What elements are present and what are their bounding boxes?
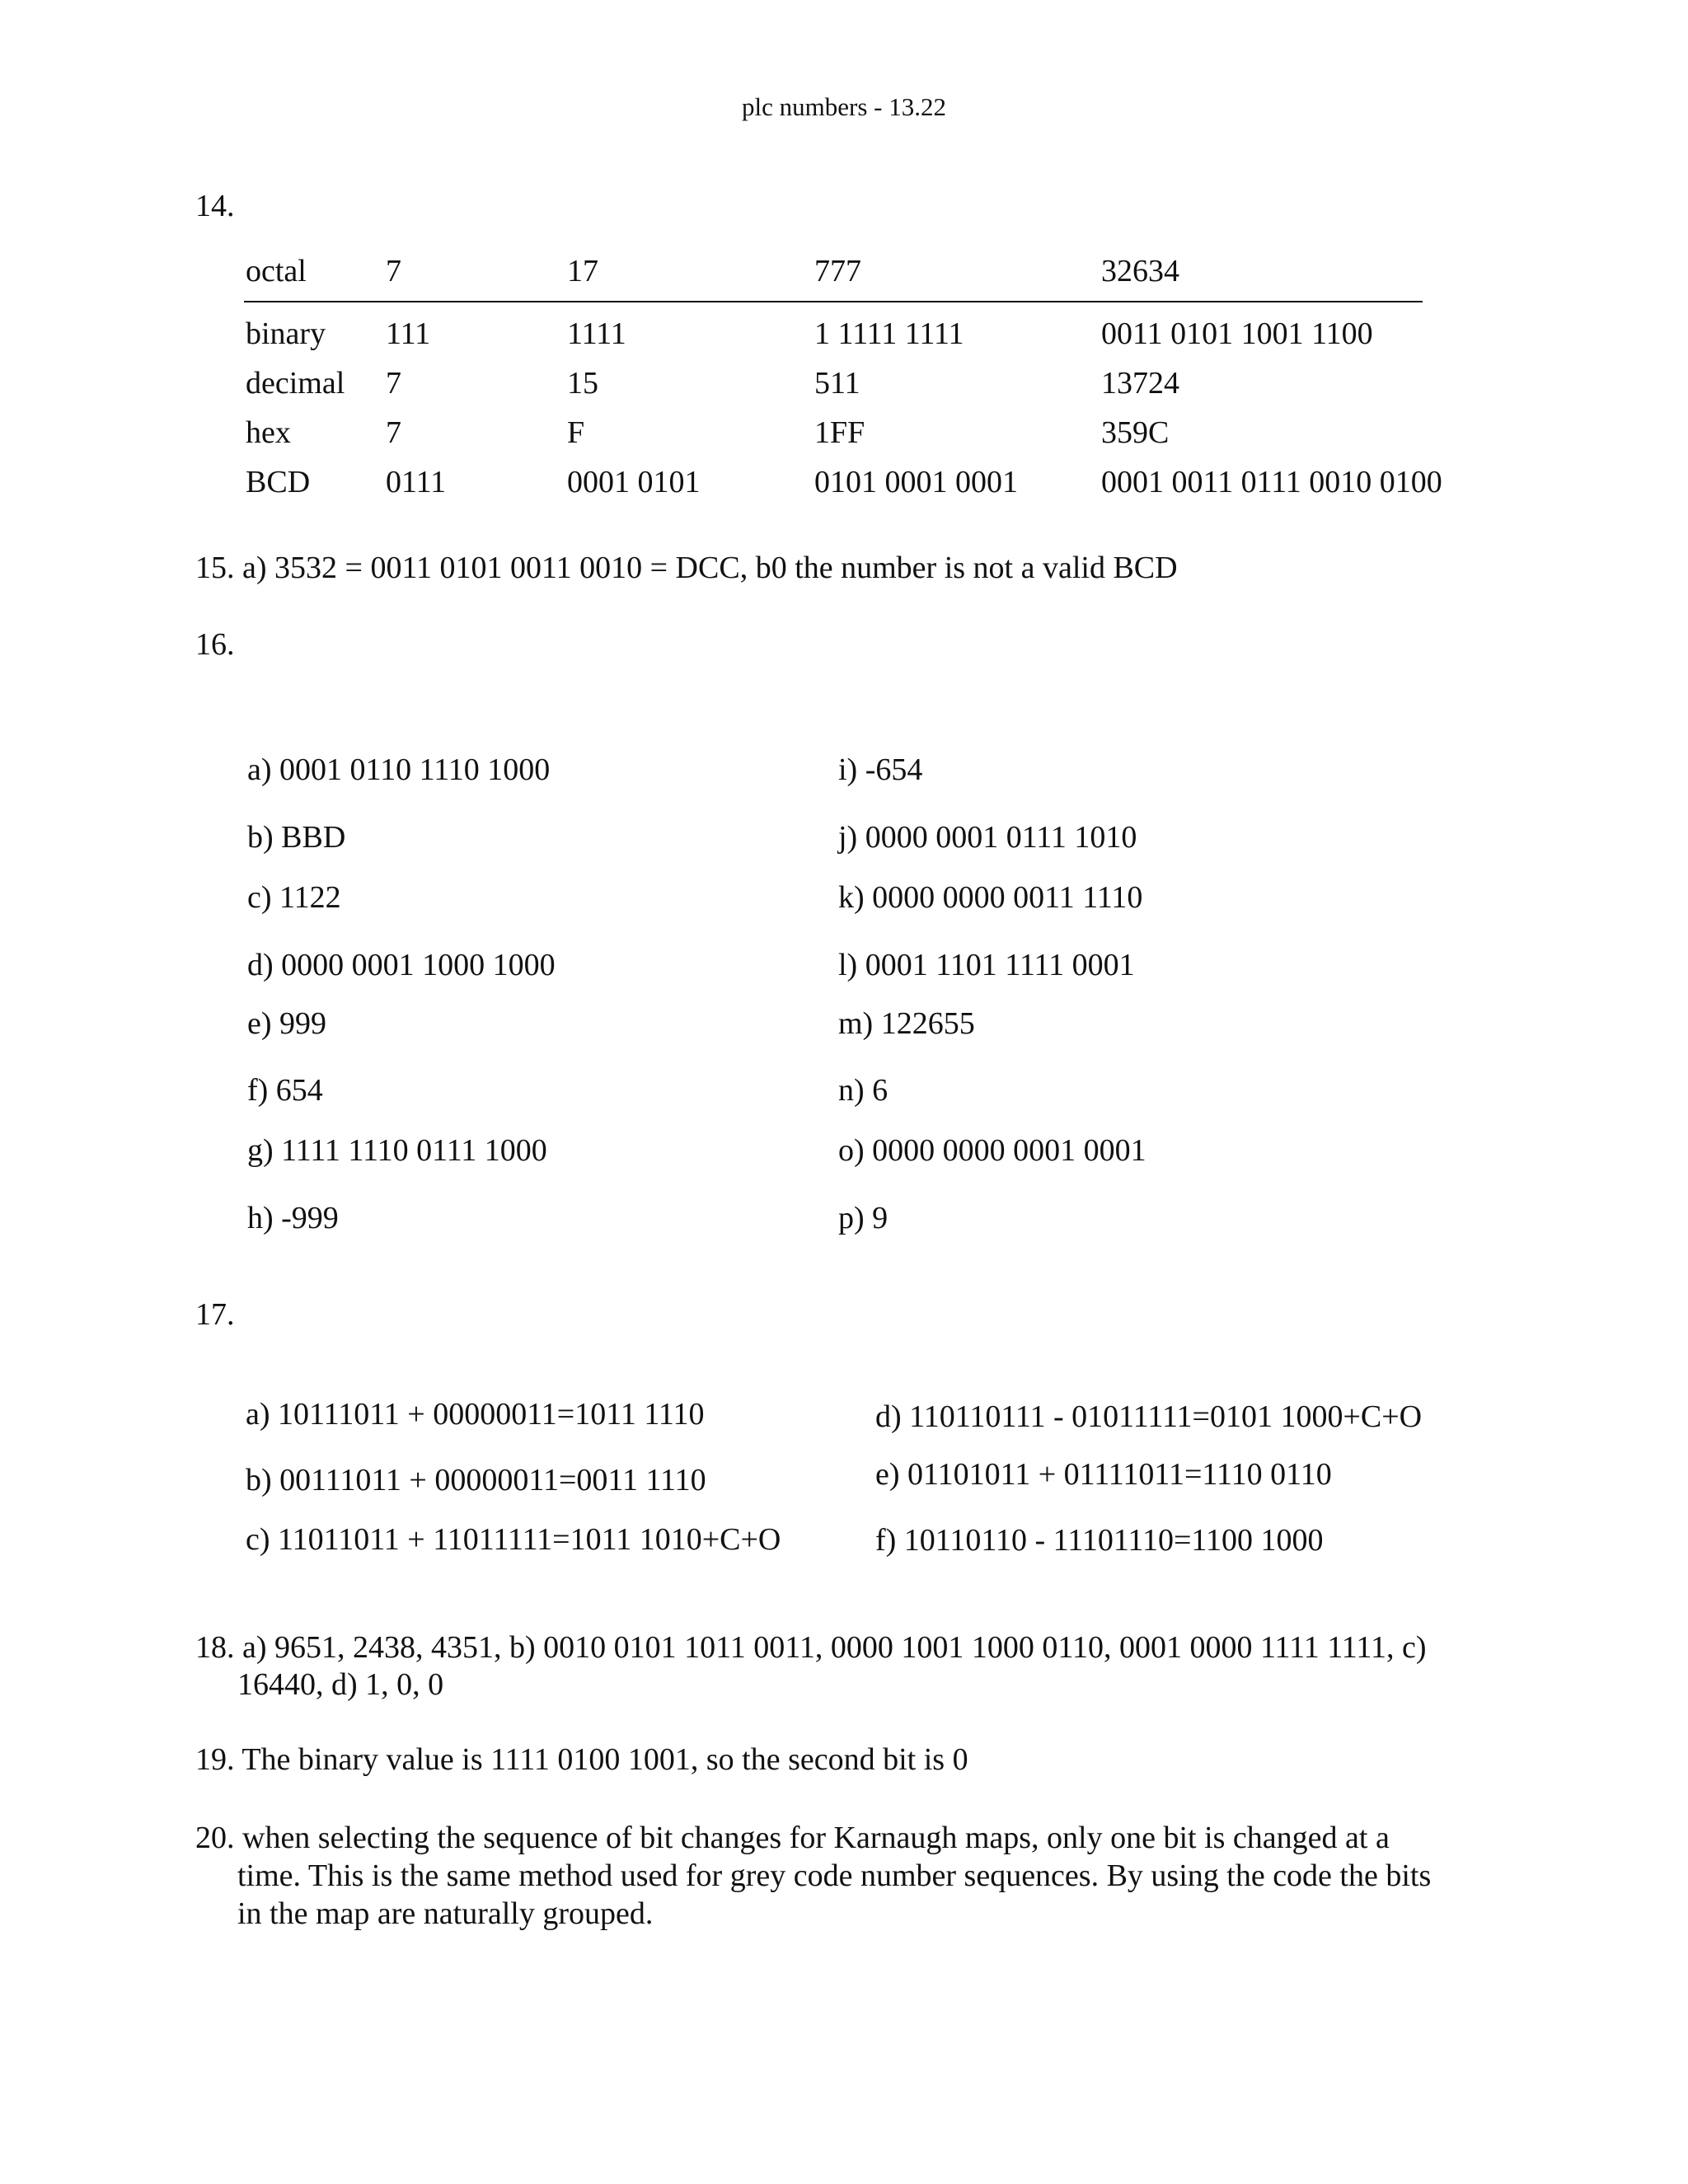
table-cell: 511 — [814, 366, 860, 401]
table-header-rule — [244, 301, 1423, 302]
table-cell: 7 — [386, 366, 401, 401]
table-cell: 1 1111 1111 — [814, 316, 964, 351]
answer-item: e) 999 — [247, 1006, 327, 1041]
table-row-label-octal: octal — [246, 254, 307, 288]
answer-item: d) 110110111 - 01011111=0101 1000+C+O — [875, 1399, 1423, 1434]
answer-item: a) 0001 0110 1110 1000 — [247, 752, 551, 787]
answer-item: l) 0001 1101 1111 0001 — [838, 948, 1135, 982]
answer-item: b) 00111011 + 00000011=0011 1110 — [246, 1463, 706, 1497]
answer-item: c) 11011011 + 11011111=1011 1010+C+O — [246, 1522, 781, 1557]
table-cell: 0011 0101 1001 1100 — [1101, 316, 1373, 351]
answer-item: e) 01101011 + 01111011=1110 0110 — [875, 1457, 1332, 1492]
table-cell: 1111 — [567, 316, 626, 351]
answer-item: f) 654 — [247, 1073, 323, 1108]
answer-item: j) 0000 0001 0111 1010 — [838, 820, 1137, 855]
table-cell: 13724 — [1101, 366, 1179, 401]
table-header-cell: 17 — [567, 254, 598, 288]
question-20-line-2: time. This is the same method used for grey code number sequences. By using the code the bits — [237, 1858, 1432, 1893]
question-18-line-1: 18. a) 9651, 2438, 4351, b) 0010 0101 1011 0011, 0000 1001 1000 0110, 0001 0000 1111 1111, c) — [195, 1630, 1427, 1665]
answer-item: n) 6 — [838, 1073, 889, 1108]
table-header-cell: 7 — [386, 254, 401, 288]
table-row-label-decimal: decimal — [246, 366, 345, 401]
table-cell: 0101 0001 0001 — [814, 465, 1018, 499]
table-row-label-hex: hex — [246, 415, 291, 450]
answer-item: k) 0000 0000 0011 1110 — [838, 880, 1143, 915]
answer-item: d) 0000 0001 1000 1000 — [247, 948, 556, 982]
answer-item: h) -999 — [247, 1201, 339, 1235]
table-cell: 0001 0011 0111 0010 0100 — [1101, 465, 1442, 499]
answer-item: b) BBD — [247, 820, 346, 855]
table-cell: 0001 0101 — [567, 465, 701, 499]
question-15-text: 15. a) 3532 = 0011 0101 0011 0010 = DCC, b0 the number is not a valid BCD — [195, 551, 1178, 585]
answer-item: m) 122655 — [838, 1006, 975, 1041]
page-header: plc numbers - 13.22 — [742, 92, 946, 121]
question-17-number: 17. — [195, 1297, 235, 1332]
question-18-line-2: 16440, d) 1, 0, 0 — [237, 1667, 444, 1702]
table-cell: 7 — [386, 415, 401, 450]
answer-item: o) 0000 0000 0001 0001 — [838, 1133, 1146, 1168]
table-cell: 111 — [386, 316, 431, 351]
question-16-number: 16. — [195, 627, 235, 662]
answer-item: i) -654 — [838, 752, 923, 787]
table-row-label-binary: binary — [246, 316, 326, 351]
table-cell: 15 — [567, 366, 598, 401]
question-20-line-1: 20. when selecting the sequence of bit changes for Karnaugh maps, only one bit is changed at a — [195, 1821, 1390, 1855]
table-row-label-bcd: BCD — [246, 465, 311, 499]
question-14-number: 14. — [195, 189, 235, 223]
answer-item: f) 10110110 - 11101110=1100 1000 — [875, 1523, 1324, 1558]
answer-item: p) 9 — [838, 1201, 889, 1235]
answer-item: a) 10111011 + 00000011=1011 1110 — [246, 1397, 705, 1432]
answer-item: g) 1111 1110 0111 1000 — [247, 1133, 547, 1168]
table-cell: 0111 — [386, 465, 447, 499]
table-header-cell: 777 — [814, 254, 861, 288]
question-20-line-3: in the map are naturally grouped. — [237, 1896, 654, 1931]
table-cell: F — [567, 415, 585, 450]
answer-item: c) 1122 — [247, 880, 341, 915]
table-cell: 1FF — [814, 415, 865, 450]
table-cell: 359C — [1101, 415, 1170, 450]
question-19-text: 19. The binary value is 1111 0100 1001, so the second bit is 0 — [195, 1742, 968, 1777]
table-header-cell: 32634 — [1101, 254, 1179, 288]
